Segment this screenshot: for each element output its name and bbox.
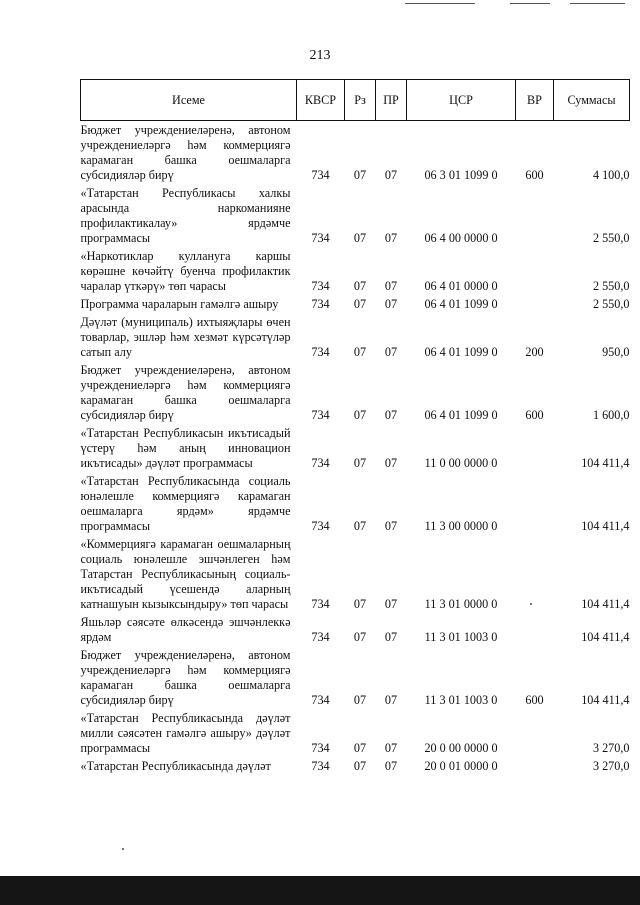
cell-sum: 2 550,0: [592, 231, 630, 245]
cell-kvsr: 734: [311, 345, 330, 359]
cell-vr: [516, 426, 554, 474]
cell-csr: 20 0 00 0000 0: [424, 741, 498, 755]
cell-sum: 2 550,0: [592, 297, 630, 311]
table-row: [81, 537, 630, 615]
cell-kvsr: 734: [311, 456, 330, 470]
cell-sum: 3 270,0: [592, 759, 630, 773]
table-row: [81, 474, 630, 537]
table-row: [81, 711, 630, 759]
table-row: [81, 297, 630, 315]
cell-name: Яшьләр сәясәте өлкәсендә эшчәнлеккә ярдәм: [80, 615, 291, 644]
cell-pr: 07: [384, 231, 398, 245]
cell-name: «Татарстан Республикасы халкы арасында наркоманияне профилактикалау» ярдәмче программасы: [80, 186, 291, 245]
cell-csr: 06 3 01 1099 0: [424, 168, 498, 182]
header-vr: ВР: [516, 80, 554, 121]
cell-pr: 07: [384, 597, 398, 611]
cell-pr: 07: [384, 297, 398, 311]
cell-name: Бюджет учреждениеләренә, автоном учреждениеләргә һәм коммерциягә карамаган башка оешмаларга субсидияләр бирү: [80, 363, 291, 422]
cell-pr: 07: [384, 693, 398, 707]
cell-kvsr: 734: [311, 630, 330, 644]
cell-csr: 11 0 00 0000 0: [424, 456, 498, 470]
cell-sum: 4 100,0: [592, 168, 630, 182]
cell-name: Бюджет учреждениеләренә, автоном учреждениеләргә һәм коммерциягә карамаган башка оешмаларга субсидияләр бирү: [80, 123, 291, 182]
cell-pr: 07: [384, 279, 398, 293]
cell-vr: [516, 474, 554, 537]
cell-rz: 07: [353, 741, 367, 755]
cell-rz: 07: [353, 279, 367, 293]
cell-rz: 07: [353, 630, 367, 644]
cell-name: «Наркотиклар куллануга каршы көрәшне көчәйтү буенча профилактик чаралар үткәрү» төп чарасы: [80, 249, 291, 293]
cell-csr: 11 3 01 1003 0: [424, 693, 498, 707]
table-row: [81, 363, 630, 426]
cell-csr: 11 3 00 0000 0: [424, 519, 498, 533]
cell-csr: 06 4 01 1099 0: [424, 297, 498, 311]
cell-pr: 07: [384, 456, 398, 470]
page-number: 213: [309, 48, 331, 63]
cell-kvsr: 734: [311, 693, 330, 707]
header-rz: Рз: [345, 80, 376, 121]
cell-vr: 600: [525, 168, 544, 182]
cell-kvsr: 734: [311, 231, 330, 245]
cell-kvsr: 734: [311, 168, 330, 182]
table-row: [81, 315, 630, 363]
cell-rz: 07: [353, 456, 367, 470]
cell-name: «Татарстан Республикасында социаль юнәлешле коммерциягә карамаган оешмаларга ярдәм» ярдәмче программасы: [80, 474, 291, 533]
scan-speck: [122, 848, 124, 850]
cell-vr: [516, 711, 554, 759]
cell-rz: 07: [353, 759, 367, 773]
cell-vr: [516, 615, 554, 648]
cell-vr: 600: [525, 693, 544, 707]
cell-kvsr: 734: [311, 519, 330, 533]
cell-sum: 950,0: [602, 345, 630, 359]
table-row: [81, 186, 630, 249]
cell-sum: 104 411,4: [581, 630, 630, 644]
cell-pr: 07: [384, 741, 398, 755]
table-header: [81, 80, 630, 121]
cell-sum: 104 411,4: [581, 693, 630, 707]
cell-name: «Татарстан Республикасында дәүләт: [80, 759, 271, 773]
scan-speck: [530, 603, 532, 605]
table-row: [81, 759, 630, 777]
header-csr: ЦСР: [407, 80, 516, 121]
table-row: [81, 121, 630, 187]
cell-pr: 07: [384, 630, 398, 644]
cell-rz: 07: [353, 597, 367, 611]
budget-table: [80, 79, 630, 777]
cell-sum: 3 270,0: [592, 741, 630, 755]
cell-vr: [516, 537, 554, 615]
cell-rz: 07: [353, 519, 367, 533]
cell-name: «Татарстан Республикасын икътисадый үстерү һәм аның инновацион икътисады» дәүләт программасы: [80, 426, 291, 470]
cell-csr: 20 0 01 0000 0: [424, 759, 498, 773]
cell-sum: 1 600,0: [592, 408, 630, 422]
cell-vr: [516, 759, 554, 777]
header-pr: ПР: [376, 80, 407, 121]
cell-kvsr: 734: [311, 597, 330, 611]
cell-name: «Коммерциягә карамаган оешмаларның социаль юнәлешле эшчәнлеген һәм Татарстан Республикасының социаль-икътисадый үсешендә аларның катнашуын кызыксындыру» төп чарасы: [80, 537, 291, 611]
cell-pr: 07: [384, 345, 398, 359]
cell-pr: 07: [384, 408, 398, 422]
cell-pr: 07: [384, 168, 398, 182]
table-row: [81, 426, 630, 474]
cell-rz: 07: [353, 345, 367, 359]
cell-kvsr: 734: [311, 279, 330, 293]
scan-bottom-edge: [0, 876, 640, 905]
table-row: [81, 615, 630, 648]
cell-vr: [516, 186, 554, 249]
cell-csr: 11 3 01 1003 0: [424, 630, 498, 644]
cell-name: «Татарстан Республикасында дәүләт милли сәясәтен гамәлгә ашыру» дәүләт программасы: [80, 711, 291, 755]
cell-pr: 07: [384, 519, 398, 533]
table-row: [81, 249, 630, 297]
cell-vr: [516, 249, 554, 297]
cell-vr: [516, 297, 554, 315]
cell-vr: 600: [525, 408, 544, 422]
cell-name: Бюджет учреждениеләренә, автоном учреждениеләргә һәм коммерциягә карамаган башка оешмаларга субсидияләр бирү: [80, 648, 291, 707]
cell-pr: 07: [384, 759, 398, 773]
cell-sum: 2 550,0: [592, 279, 630, 293]
cell-kvsr: 734: [311, 759, 330, 773]
cell-rz: 07: [353, 297, 367, 311]
cell-sum: 104 411,4: [581, 456, 630, 470]
cell-kvsr: 734: [311, 741, 330, 755]
cell-name: Программа чараларын гамәлгә ашыру: [80, 297, 279, 311]
cell-rz: 07: [353, 231, 367, 245]
cell-kvsr: 734: [311, 408, 330, 422]
cell-csr: 06 4 01 0000 0: [424, 279, 498, 293]
cell-rz: 07: [353, 168, 367, 182]
table-row: [81, 648, 630, 711]
header-name: Исеме: [81, 80, 297, 121]
header-kvsr: КВСР: [297, 80, 345, 121]
cell-name: Дәүләт (муниципаль) ихтыяҗлары өчен товарлар, эшләр һәм хезмәт күрсәтүләр сатып алу: [80, 315, 291, 359]
scan-top-marks: [395, 0, 635, 6]
header-sum: Суммасы: [554, 80, 630, 121]
table-body: [81, 121, 630, 778]
cell-vr: 200: [525, 345, 544, 359]
cell-csr: 06 4 00 0000 0: [424, 231, 498, 245]
cell-csr: 06 4 01 1099 0: [424, 408, 498, 422]
cell-sum: 104 411,4: [581, 597, 630, 611]
cell-rz: 07: [353, 693, 367, 707]
cell-kvsr: 734: [311, 297, 330, 311]
cell-csr: 06 4 01 1099 0: [424, 345, 498, 359]
cell-rz: 07: [353, 408, 367, 422]
cell-sum: 104 411,4: [581, 519, 630, 533]
cell-csr: 11 3 01 0000 0: [424, 597, 498, 611]
